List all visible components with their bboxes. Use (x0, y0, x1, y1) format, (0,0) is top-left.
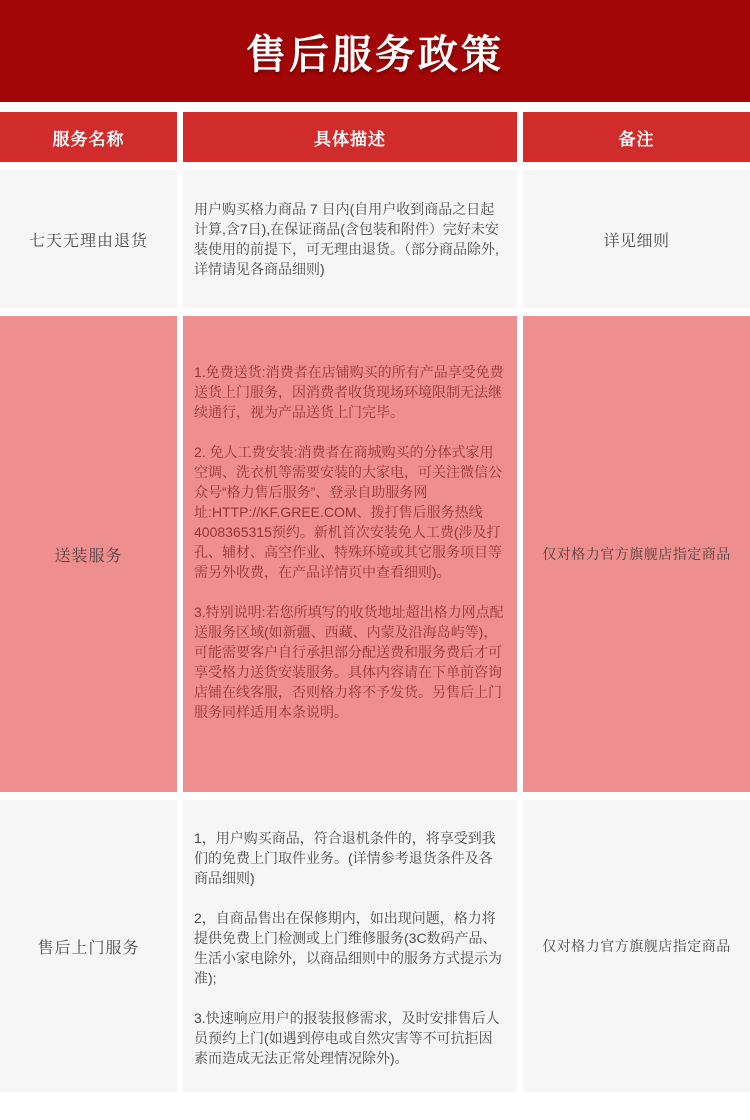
description-paragraph: 2. 免人工费安装:消费者在商城购买的分体式家用空调、洗衣机等需要安装的大家电，可关注微信公众号“格力售后服务”、登录自助服务网址:HTTP://KF.GREE.COM、拨打售后服务热线4008365315预约。新机首次安装免人工费(涉及打孔、辅材、高空作业、特殊环境或其它服务项目等需另外收费，在产品详情页中查看细则)。 (194, 444, 502, 580)
description-paragraph: 3.快速响应用户的报装报修需求，及时安排售后人员预约上门(如遇到停电或自然灾害等不可抗拒因素而造成无法正常处理情况除外)。 (194, 1010, 500, 1066)
service-name-seven-day-return: 七天无理由退货 (0, 170, 177, 308)
policy-table (0, 112, 750, 1092)
description-paragraph: 3.特别说明:若您所填写的收货地址超出格力网点配送服务区域(如新疆、西藏、内蒙及沿海岛屿等)，可能需要客户自行承担部分配送费和服务费后才可享受格力送货安装服务。具体内容请在下单前咨询店铺在线客服，否则格力将不予发货。另售后上门服务同样适用本条说明。 (194, 604, 504, 720)
service-name-delivery-install: 送装服务 (0, 316, 177, 792)
service-note-door-to-door: 仅对格力官方旗舰店指定商品 (523, 800, 750, 1092)
service-description-door-to-door (183, 800, 517, 1092)
column-header-service-name: 服务名称 (0, 112, 177, 162)
service-description-delivery-install (183, 316, 517, 792)
page-title: 售后服务政策 (246, 32, 504, 77)
policy-banner (0, 0, 750, 102)
column-header-remarks: 备注 (523, 112, 750, 162)
description-paragraph: 用户购买格力商品 7 日内(自用户收到商品之日起计算,含7日),在保证商品(含包装和附件）完好未安装使用的前提下，可无理由退货。（部分商品除外,详情请见各商品细则) (194, 201, 499, 277)
service-description-seven-day-return (183, 170, 517, 308)
service-note-seven-day-return: 详见细则 (523, 170, 750, 308)
service-note-delivery-install: 仅对格力官方旗舰店指定商品 (523, 316, 750, 792)
column-header-description: 具体描述 (183, 112, 517, 162)
description-paragraph: 1，用户购买商品，符合退机条件的，将享受到我们的免费上门取件业务。(详情参考退货条件及各商品细则) (194, 830, 496, 886)
description-paragraph: 1.免费送货:消费者在店铺购买的所有产品享受免费送货上门服务，因消费者收货现场环境限制无法继续通行，视为产品送货上门完毕。 (194, 364, 504, 420)
service-name-door-to-door: 售后上门服务 (0, 800, 177, 1092)
description-paragraph: 2，自商品售出在保修期内，如出现问题，格力将提供免费上门检测或上门维修服务(3C数码产品、生活小家电除外，以商品细则中的服务方式提示为准); (194, 910, 502, 986)
